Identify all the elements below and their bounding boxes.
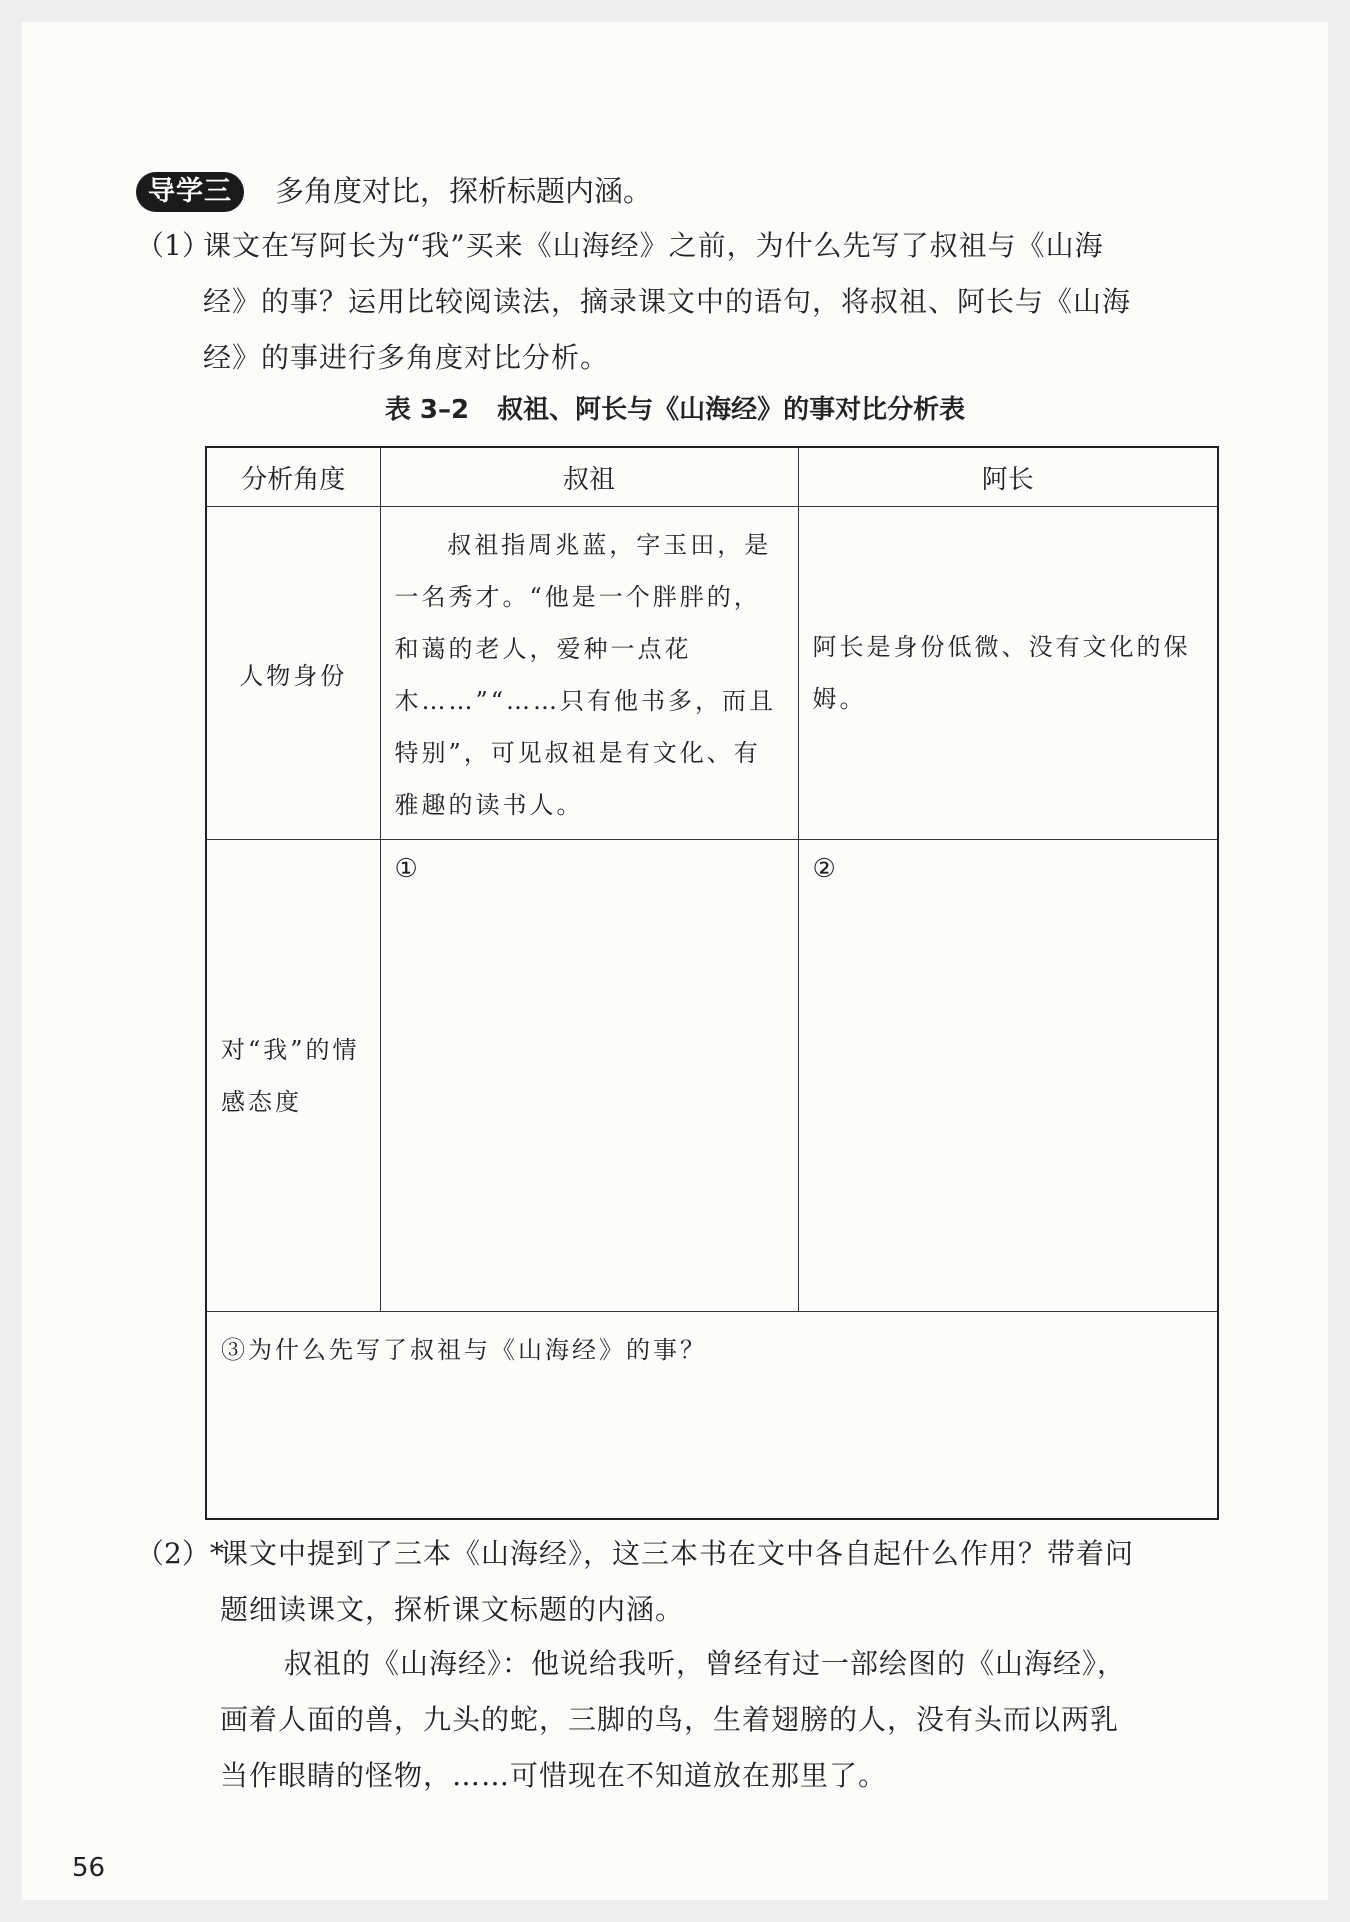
table-caption-number: 表 3–2 (384, 395, 470, 425)
comparison-table (205, 446, 1219, 1520)
row-label-identity: 人物身份 (206, 507, 380, 840)
table-header-row (206, 447, 1218, 507)
achang-attitude-field[interactable]: ② (798, 840, 1218, 1312)
shuzu-attitude-field[interactable]: ① (380, 840, 798, 1312)
shuzu-identity-answer: 叔祖指周兆蓝，字玉田，是一名秀才。“他是一个胖胖的，和蔼的老人，爱种一点花木……”“……只有他书多，而且特别”，可见叔祖是有文化、有雅趣的读书人。 (380, 507, 798, 840)
table-row-question3 (206, 1312, 1218, 1520)
q1-number: （1） (136, 229, 210, 262)
reading-line-2: 画着人面的兽，九头的蛇，三脚的鸟，生着翅膀的人，没有头而以两乳 (220, 1703, 1120, 1736)
row-label-attitude: 对“我”的情感态度 (206, 840, 380, 1312)
page-number: 56 (72, 1853, 106, 1883)
q2-number: （2）* (136, 1537, 224, 1570)
achang-identity-answer: 阿长是身份低微、没有文化的保姆。 (798, 507, 1218, 840)
table-row-identity (206, 507, 1218, 840)
table-caption (0, 392, 1350, 428)
reading-line-1: 叔祖的《山海经》：他说给我听，曾经有过一部绘图的《山海经》， (284, 1647, 1127, 1680)
q2-line-2: 题细读课文，探析课文标题的内涵。 (220, 1593, 685, 1626)
guide-badge: 导学三 (136, 172, 244, 212)
q1-line-3: 经》的事进行多角度对比分析。 (203, 341, 610, 374)
table-row-attitude (206, 840, 1218, 1312)
guide-title: 多角度对比，探析标题内涵。 (275, 174, 653, 208)
header-angle: 分析角度 (206, 447, 380, 507)
question3-field[interactable]: ③为什么先写了叔祖与《山海经》的事？ (206, 1312, 1218, 1520)
table-caption-title: 叔祖、阿长与《山海经》的事对比分析表 (497, 395, 966, 425)
q1-line-2: 经》的事？运用比较阅读法，摘录课文中的语句，将叔祖、阿长与《山海 (203, 285, 1132, 318)
header-achang: 阿长 (798, 447, 1218, 507)
reading-line-3: 当作眼睛的怪物，……可惜现在不知道放在那里了。 (220, 1759, 888, 1792)
header-shuzu: 叔祖 (380, 447, 798, 507)
q1-line-1: 课文在写阿长为“我”买来《山海经》之前，为什么先写了叔祖与《山海 (203, 229, 1104, 262)
q2-line-1: 课文中提到了三本《山海经》，这三本书在文中各自起什么作用？带着问 (220, 1537, 1135, 1570)
